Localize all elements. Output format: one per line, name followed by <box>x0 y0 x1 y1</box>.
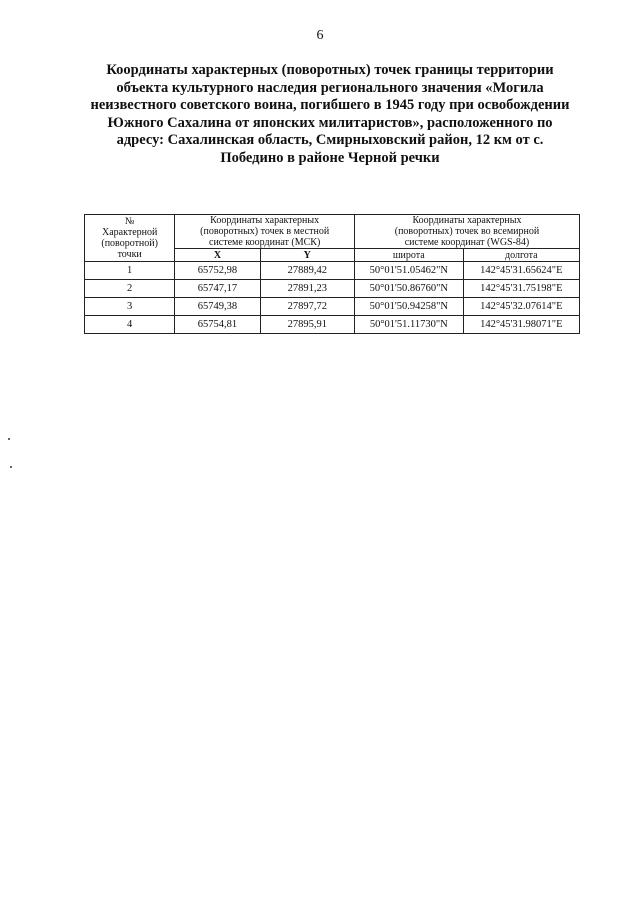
header-text: точки <box>117 249 142 260</box>
header-y: Y <box>260 249 354 262</box>
header-text: Координаты характерных <box>412 215 522 226</box>
header-x: X <box>175 249 260 262</box>
header-text: системе координат (WGS-84) <box>404 237 530 248</box>
table-row <box>85 298 580 316</box>
title-line: адресу: Сахалинская область, Смирныховский район, 12 км от с. <box>116 132 544 149</box>
cell-longitude: 142°45'31.75198"E <box>463 280 579 298</box>
header-text: (поворотных) точек во всемирной <box>394 226 540 237</box>
cell-latitude: 50°01'51.11730"N <box>354 316 463 334</box>
cell-y: 27891,23 <box>260 280 354 298</box>
cell-longitude: 142°45'31.98071"E <box>463 316 579 334</box>
cell-latitude: 50°01'50.94258"N <box>354 298 463 316</box>
cell-x: 65752,98 <box>175 262 260 280</box>
header-point-number <box>85 215 175 262</box>
cell-latitude: 50°01'51.05462"N <box>354 262 463 280</box>
document-title <box>70 62 590 168</box>
header-text: системе координат (МСК) <box>209 237 321 248</box>
title-line: объекта культурного наследия регионального значения «Могила <box>116 79 544 96</box>
header-world-coordinates <box>354 215 579 249</box>
scan-mark <box>8 438 10 440</box>
header-text: Характерной <box>102 227 158 238</box>
coordinates-table <box>84 214 580 334</box>
header-text: Координаты характерных <box>210 215 320 226</box>
header-longitude: долгота <box>463 249 579 262</box>
cell-point-number: 1 <box>85 262 175 280</box>
cell-point-number: 2 <box>85 280 175 298</box>
cell-y: 27889,42 <box>260 262 354 280</box>
title-line: Победино в районе Черной речки <box>220 149 440 166</box>
header-text: № <box>124 216 135 227</box>
header-text: (поворотной) <box>101 238 158 249</box>
scan-mark <box>10 466 12 468</box>
cell-x: 65747,17 <box>175 280 260 298</box>
table-header-row <box>85 215 580 249</box>
table-row <box>85 262 580 280</box>
title-line: Координаты характерных (поворотных) точек границы территории <box>106 62 554 78</box>
cell-x: 65749,38 <box>175 298 260 316</box>
cell-y: 27897,72 <box>260 298 354 316</box>
cell-point-number: 4 <box>85 316 175 334</box>
title-line: Южного Сахалина от японских милитаристов», расположенного по <box>107 114 553 131</box>
title-line: неизвестного советского воина, погибшего в 1945 году при освобождении <box>90 97 570 114</box>
cell-x: 65754,81 <box>175 316 260 334</box>
cell-longitude: 142°45'31.65624"E <box>463 262 579 280</box>
table-row <box>85 280 580 298</box>
page-number: 6 <box>316 28 324 43</box>
cell-y: 27895,91 <box>260 316 354 334</box>
cell-point-number: 3 <box>85 298 175 316</box>
table-row <box>85 316 580 334</box>
header-local-coordinates <box>175 215 355 249</box>
header-text: (поворотных) точек в местной <box>200 226 330 237</box>
cell-latitude: 50°01'50.86760"N <box>354 280 463 298</box>
cell-longitude: 142°45'32.07614"E <box>463 298 579 316</box>
header-latitude: широта <box>354 249 463 262</box>
